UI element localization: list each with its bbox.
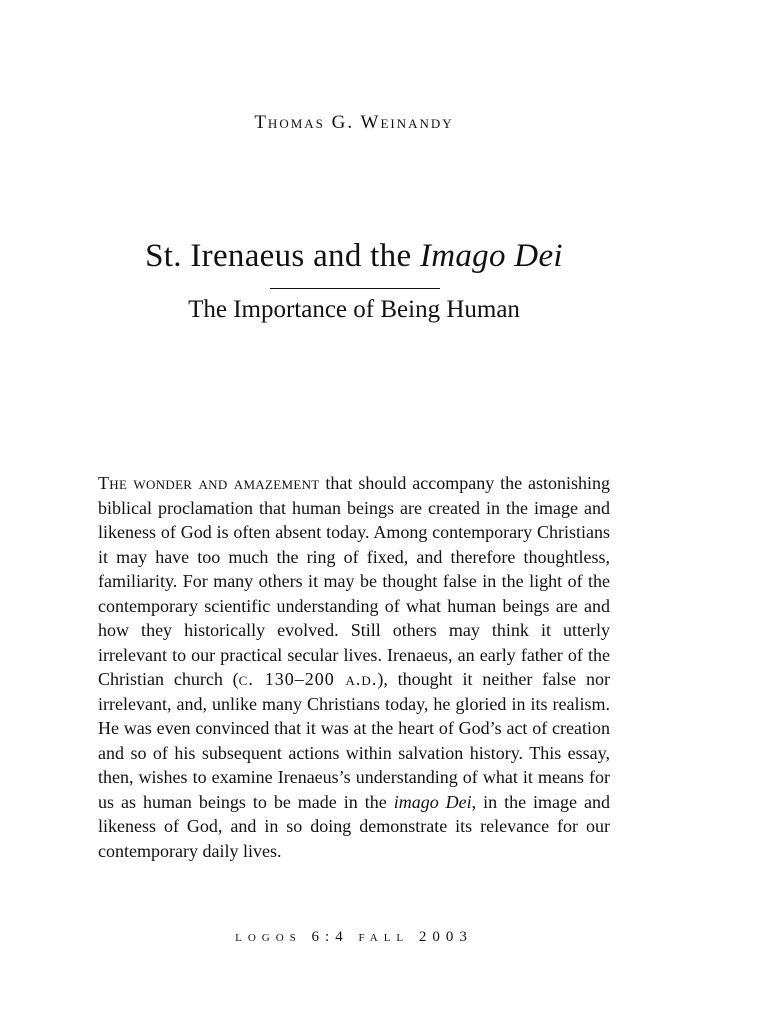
article-subtitle: The Importance of Being Human: [188, 296, 520, 323]
title-main: St. Irenaeus and the: [145, 238, 420, 274]
body-paragraph: [98, 471, 610, 863]
body-text-part-2: ), thought it neither false nor irrelevant, and, unlike many Christians today, he gloried in its realism. He was even convinced that it was at the heart of God’s act of creation and so of his subsequent actions within salvation history. This essay, then, wishes to examine Irenaeus’s understanding of what it means for us as human beings to be made in the: [98, 669, 611, 812]
title-rule: [270, 288, 440, 289]
author-name: Thomas G. Weinandy: [254, 112, 454, 133]
italic-term: imago Dei: [393, 791, 472, 812]
body-text-part-1: that should accompany the astonishing biblical proclamation that human beings are created in the image and likeness of God is often absent today. Among contemporary Christians it may have too much the ring of fixed, and therefore thoughtless, familiarity. For many others it may be thought false in the light of the contemporary scientific understanding of what human beings are and how they historically evolved. Still others may think it utterly irrelevant to our practical secular lives. Irenaeus, an early father of the Christian church (: [98, 473, 611, 689]
date-range: c. 130–200 a.d.: [238, 669, 378, 689]
title-italic: Imago Dei: [419, 238, 563, 274]
article-title: [0, 238, 708, 275]
lead-in: The wonder and amazement: [98, 473, 320, 493]
body-text-part-3: , in the image and likeness of God, and in so doing demonstrate its relevance for our contemporary daily lives.: [98, 791, 610, 861]
journal-footer: logos 6:4 fall 2003: [235, 929, 473, 945]
